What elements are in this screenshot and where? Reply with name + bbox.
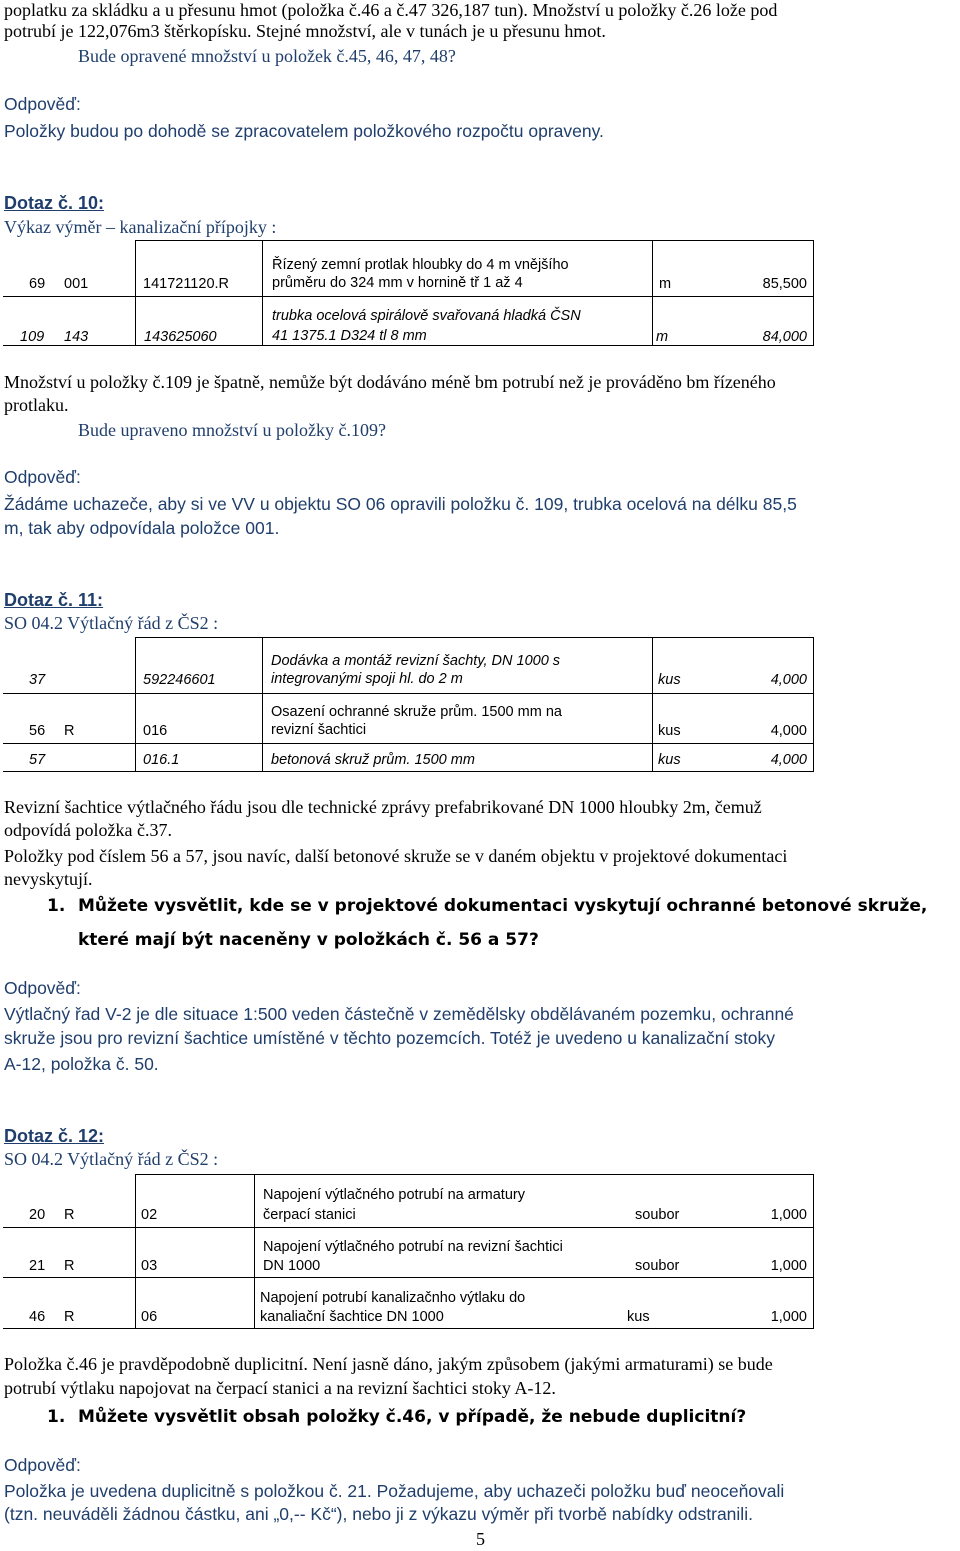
answer-text: Žádáme uchazeče, aby si ve VV u objektu SO 06 opravili položku č. 109, trubka ocelová na délku 85,5 <box>4 494 797 514</box>
answer-text: m, tak aby odpovídala položce 001. <box>4 518 280 538</box>
question-text: Bude upraveno množství u položky č.109? <box>78 420 386 440</box>
text-line: nevyskytují. <box>4 869 93 889</box>
section-title: Dotaz č. 10: <box>4 193 105 213</box>
answer-text: Výtlačný řad V-2 je dle situace 1:500 veden částečně v zemědělsky obdělávaném pozemku, ochranné <box>4 1004 794 1024</box>
answer-label: Odpověď: <box>4 1455 81 1475</box>
question-text: Bude opravené množství u položek č.45, 46, 47, 48? <box>78 46 456 66</box>
answer-text: skruže jsou pro revizní šachtice umístěné v těchto pozemcích. Totéž je uvedeno u kanalizační stoky <box>4 1028 776 1048</box>
answer-label: Odpověď: <box>4 467 81 487</box>
answer-label: Odpověď: <box>4 94 81 114</box>
text-line: potrubí je 122,076m3 štěrkopísku. Stejné množství, ale v tunách je u přesunu hmot. <box>4 21 606 41</box>
question-text: Můžete vysvětlit, kde se v projektové dokumentaci vyskytují ochranné betonové skruže, <box>78 896 928 916</box>
answer-text: A-12, položka č. 50. <box>4 1054 159 1074</box>
section-title: Dotaz č. 12: <box>4 1126 105 1146</box>
text-line: potrubí výtlaku napojovat na čerpací stanici a na revizní šachtici stoky A-12. <box>4 1378 556 1398</box>
page-number: 5 <box>476 1529 485 1549</box>
text-line: poplatku za skládku a u přesunu hmot (položka č.46 a č.47 326,187 tun). Množství u položky č.26 lože pod <box>4 0 778 20</box>
answer-text: Položky budou po dohodě se zpracovatelem položkového rozpočtu opraveny. <box>4 121 604 141</box>
question-number: 1. <box>47 896 66 916</box>
answer-label: Odpověď: <box>4 978 81 998</box>
text-line: Položka č.46 je pravděpodobně duplicitní. Není jasně dáno, jakým způsobem (jakými armaturami) se bude <box>4 1354 773 1374</box>
text-line: Množství u položky č.109 je špatně, nemůže být dodáváno méně bm potrubí než je prováděno bm řízeného <box>4 372 776 392</box>
section-subtitle: SO 04.2 Výtlačný řád z ČS2 : <box>4 613 219 633</box>
text-line: Revizní šachtice výtlačného řádu jsou dle technické zprávy prefabrikované DN 1000 hloubky 2m, čemuž <box>4 797 762 817</box>
text-line: odpovídá položka č.37. <box>4 820 172 840</box>
question-text: Můžete vysvětlit obsah položky č.46, v případě, že nebude duplicitní? <box>78 1407 747 1427</box>
answer-text: (tzn. neuváděli žádnou částku, ani „0,-- Kč“), nebo ji z výkazu výměr při tvorbě nabídky odstranili. <box>4 1504 753 1524</box>
question-number: 1. <box>47 1407 66 1427</box>
text-line: protlaku. <box>4 395 69 415</box>
answer-text: Položka je uvedena duplicitně s položkou č. 21. Požadujeme, aby uchazeči položku buď neoceňovali <box>4 1481 785 1501</box>
text-line: Položky pod číslem 56 a 57, jsou navíc, další betonové skruže se v daném objektu v projektové dokumentaci <box>4 846 788 866</box>
section-title: Dotaz č. 11: <box>4 590 104 610</box>
question-text: které mají být naceněny v položkách č. 56 a 57? <box>78 930 539 950</box>
section-subtitle: Výkaz výměr – kanalizační přípojky : <box>4 217 277 237</box>
section-subtitle: SO 04.2 Výtlačný řád z ČS2 : <box>4 1149 219 1169</box>
